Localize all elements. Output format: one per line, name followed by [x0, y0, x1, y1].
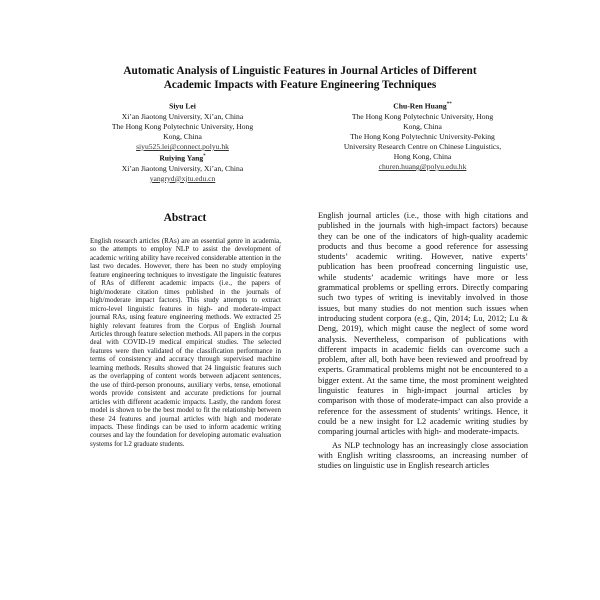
body-paragraph: English journal articles (i.e., those with high citations and published in the journals with high-impact factors) because they can be one of the indicators of high-quality academic products and thus become a good reference for assessing students’ academic writing. However, native experts’ publication has been proofread concerning linguistic use, while students’ academic writings have more or less grammatical problems or spelling errors. Directly comparing such two types of writing is inevitably involved in those issues, but many studies do not mention such issues when introducing student corpora (e.g., Qin, 2014; Lu, 2012; Lu & Deng, 2019), which might cause the neglect of some word analysis. Nevertheless, comparison of publications with different impacts in academic fields can overcome such a problem, after all, both have been reviewed and proofread by experts. Grammatical problems might not be encountered to a bigger extent. At the same time, the most prominent weighted linguistic features in high-impact journal articles by comparison with those of moderate-impact can also provide a reference for the assessment of students’ writings. Hence, it could be a new insight for L2 academic writing studies by comparing journal articles with high- and moderate-impacts. — [318, 211, 528, 437]
title-line: Automatic Analysis of Linguistic Features in Journal Articles of Different — [123, 65, 477, 77]
author-name: Ruiying Yang* — [159, 153, 206, 163]
author-affiliation: University Research Centre on Chinese Linguistics, — [343, 141, 502, 151]
author-affiliation: The Hong Kong Polytechnic University, Hong — [111, 121, 254, 131]
author-affiliation: Xi’an Jiaotong University, Xi’an, China — [121, 111, 244, 121]
author-affiliation: Hong Kong, China — [393, 152, 452, 161]
author-block-right — [300, 100, 545, 172]
paper-title — [60, 64, 540, 92]
author-entry — [70, 100, 295, 152]
author-entry — [70, 152, 295, 184]
author-affiliation: The Hong Kong Polytechnic University-Peking — [350, 131, 495, 141]
author-affiliation: Xi’an Jiaotong University, Xi’an, China — [121, 163, 244, 173]
author-name: Siyu Lei — [169, 101, 196, 111]
abstract-heading: Abstract — [163, 212, 207, 224]
author-name: Chu-Ren Huang** — [393, 101, 452, 111]
author-block-left — [70, 100, 295, 184]
author-affiliation: Kong, China — [163, 131, 202, 141]
author-affiliation: Kong, China — [403, 121, 442, 131]
author-email[interactable]: siyu525.lei@connect.polyu.hk — [136, 141, 229, 151]
author-email[interactable]: yangryd@xjtu.edu.cn — [149, 173, 216, 183]
author-entry — [300, 100, 545, 172]
body-paragraph: As NLP technology has an increasingly close association with English writing classrooms, an increasing number of studies on linguistic use in English research articles — [318, 440, 528, 471]
body-column-right — [318, 211, 528, 596]
abstract-text: English research articles (RAs) are an essential genre in academia, so the attempts to employ NLP to assist the development of academic writing ability have received considerable attention in the last two decades. However, there has been no study employing feature engineering techniques to investigate the linguistic features of RAs of different academic impacts (i.e., the papers of high/moderate citation times published in the journals of high/moderate impact factors). This study attempts to extract micro-level linguistic features in high- and moderate-impact journal RAs, using feature engineering methods. We extracted 25 highly relevant features from the Corpus of English Journal Articles through feature selection methods. All papers in the corpus deal with COVID-19 medical empirical studies. The selected features were then validated of the classification performance in terms of consistency and accuracy through supervised machine learning methods. Results showed that 24 linguistic features such as the overlapping of content words between adjacent sentences, the use of third-person pronouns, auxiliary verbs, tense, emotional words provide consistent and accurate predictions for journal articles with different academic impacts. Lastly, the random forest model is shown to be the best model to fit the relationship between these 24 features and journal articles with high and moderate impacts. These findings can be used to inform academic writing courses and lay the foundation for developing automatic evaluation systems for L2 graduate students. — [90, 237, 281, 448]
title-line: Academic Impacts with Feature Engineering Techniques — [163, 79, 437, 91]
author-affiliation: The Hong Kong Polytechnic University, Hong — [351, 111, 494, 121]
author-email[interactable]: churen.huang@polyu.edu.hk — [378, 162, 467, 172]
